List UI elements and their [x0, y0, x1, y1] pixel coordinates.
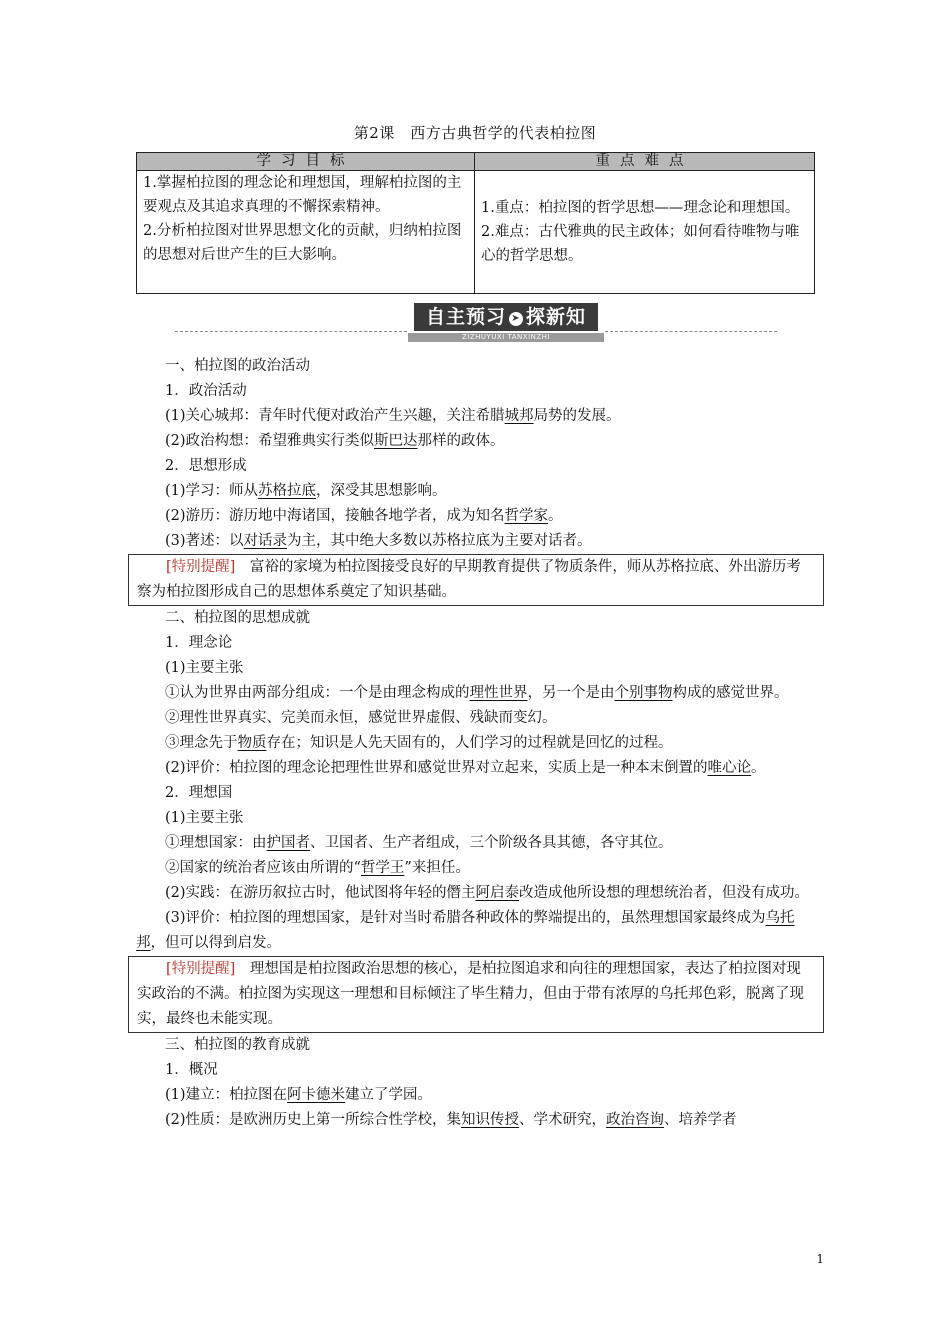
special-reminder-box: [128, 956, 824, 1033]
goals-cell: [137, 171, 475, 294]
key-term: 政治咨询: [606, 1112, 665, 1128]
goals-header: 学习目标: [137, 153, 475, 171]
reminder-text: 理想国是柏拉图政治思想的核心，是柏拉图追求和向往的理想国家，表达了柏拉图对现实政治的不满。柏拉图为实现这一理想和目标倾注了毕生精力，但由于带有浓厚的乌托邦色彩，脱离了现实，最终也未能实现。: [137, 961, 804, 1027]
main-content: [136, 354, 816, 1133]
key-term: 哲学王: [360, 860, 405, 876]
reminder-label: [特别提醒]: [166, 961, 236, 977]
paragraph: (3)著述：以对话录为主，其中绝大多数以苏格拉底为主要对话者。: [165, 533, 592, 549]
key-term: 乌托邦: [136, 910, 795, 951]
subsection-heading: 1．概况: [165, 1062, 218, 1078]
paragraph: (1)主要主张: [165, 660, 244, 676]
key-point-item: 2.难点：古代雅典的民主政体；如何看待唯物与唯心的哲学思想。: [481, 224, 800, 264]
key-term: 唯心论: [707, 760, 752, 776]
key-term: 斯巴达: [374, 433, 418, 449]
paragraph: ①认为世界由两部分组成：一个是由理念构成的理性世界，另一个是由个别事物构成的感觉世界。: [165, 685, 789, 701]
key-term: 阿卡德米: [287, 1087, 346, 1103]
banner-divider-left: [175, 331, 407, 332]
banner-subtitle: ZIZHUYUXI TANXINZHI: [408, 333, 604, 342]
page-number: 1: [816, 1252, 824, 1266]
paragraph: ③理念先于物质存在；知识是人先天固有的，人们学习的过程就是回忆的过程。: [165, 735, 673, 751]
key-term: 哲学家: [504, 508, 549, 524]
paragraph: (3)评价：柏拉图的理想国家，是针对当时希腊各种政体的弊端提出的，虽然理想国家最终成为乌托邦，但可以得到启发。: [136, 910, 795, 951]
goal-item: 1.掌握柏拉图的理念论和理想国，理解柏拉图的主要观点及其追求真理的不懈探索精神。: [143, 175, 462, 215]
section-banner: [414, 303, 598, 331]
paragraph: (1)学习：师从苏格拉底，深受其思想影响。: [165, 483, 447, 499]
banner-divider-right: [605, 331, 777, 332]
key-term: 苏格拉底: [258, 483, 317, 499]
paragraph: (2)政治构想：希望雅典实行类似斯巴达那样的政体。: [165, 433, 505, 449]
lesson-title: 第2课 西方古典哲学的代表柏拉图: [353, 124, 597, 142]
goal-item: 2.分析柏拉图对世界思想文化的贡献，归纳柏拉图的思想对后世产生的巨大影响。: [143, 223, 462, 263]
key-term: 护国者: [266, 835, 310, 851]
section-heading: 一、柏拉图的政治活动: [165, 358, 310, 374]
key-term: 理性世界: [469, 685, 528, 701]
paragraph: (2)评价：柏拉图的理念论把理性世界和感觉世界对立起来，实质上是一种本末倒置的唯心论。: [165, 760, 766, 776]
paragraph: (2)性质：是欧洲历史上第一所综合性学校，集知识传授、学术研究，政治咨询、培养学者: [165, 1112, 737, 1128]
banner-text-b: 探新知: [526, 306, 587, 328]
key-term: 阿启泰: [475, 885, 520, 901]
key-points-header: 重点难点: [475, 153, 815, 171]
subsection-heading: 1．政治活动: [165, 383, 247, 399]
key-point-item: 1.重点：柏拉图的哲学思想——理念论和理想国。: [481, 200, 800, 216]
goals-table: [136, 152, 815, 294]
subsection-heading: 2．思想形成: [165, 458, 247, 474]
paragraph: (1)主要主张: [165, 810, 244, 826]
key-term: 知识传授: [461, 1112, 520, 1128]
paragraph: (2)实践：在游历叙拉古时，他试图将年轻的僭主阿启泰改造成他所设想的理想统治者，但没有成功。: [165, 885, 810, 901]
banner-text-a: 自主预习: [425, 306, 506, 328]
arrow-right-icon: ➤: [509, 312, 523, 326]
subsection-heading: 1．理念论: [165, 635, 233, 651]
paragraph: ①理想国家：由护国者、卫国者、生产者组成，三个阶级各具其德，各守其位。: [165, 835, 673, 851]
subsection-heading: 2．理想国: [165, 785, 233, 801]
reminder-label: [特别提醒]: [166, 559, 236, 575]
paragraph: (2)游历：游历地中海诸国，接触各地学者，成为知名哲学家。: [165, 508, 563, 524]
key-term: 对话录: [243, 533, 288, 549]
special-reminder-box: [128, 554, 824, 606]
key-term: 个别事物: [614, 685, 673, 701]
paragraph: (1)建立：柏拉图在阿卡德米建立了学园。: [165, 1087, 433, 1103]
section-heading: 三、柏拉图的教育成就: [165, 1037, 310, 1053]
reminder-text: 富裕的家境为柏拉图接受良好的早期教育提供了物质条件，师从苏格拉底、外出游历考察为柏拉图形成自己的思想体系奠定了知识基础。: [137, 559, 801, 600]
paragraph: ②理性世界真实、完美而永恒，感觉世界虚假、残缺而变幻。: [165, 710, 557, 726]
paragraph: ②国家的统治者应该由所谓的“哲学王”来担任。: [165, 860, 470, 876]
key-points-cell: [475, 171, 815, 294]
paragraph: (1)关心城邦：青年时代便对政治产生兴趣，关注希腊城邦局势的发展。: [165, 408, 621, 424]
section-heading: 二、柏拉图的思想成就: [165, 610, 310, 626]
key-term: 城邦: [504, 408, 534, 424]
key-term: 物质: [237, 735, 267, 751]
